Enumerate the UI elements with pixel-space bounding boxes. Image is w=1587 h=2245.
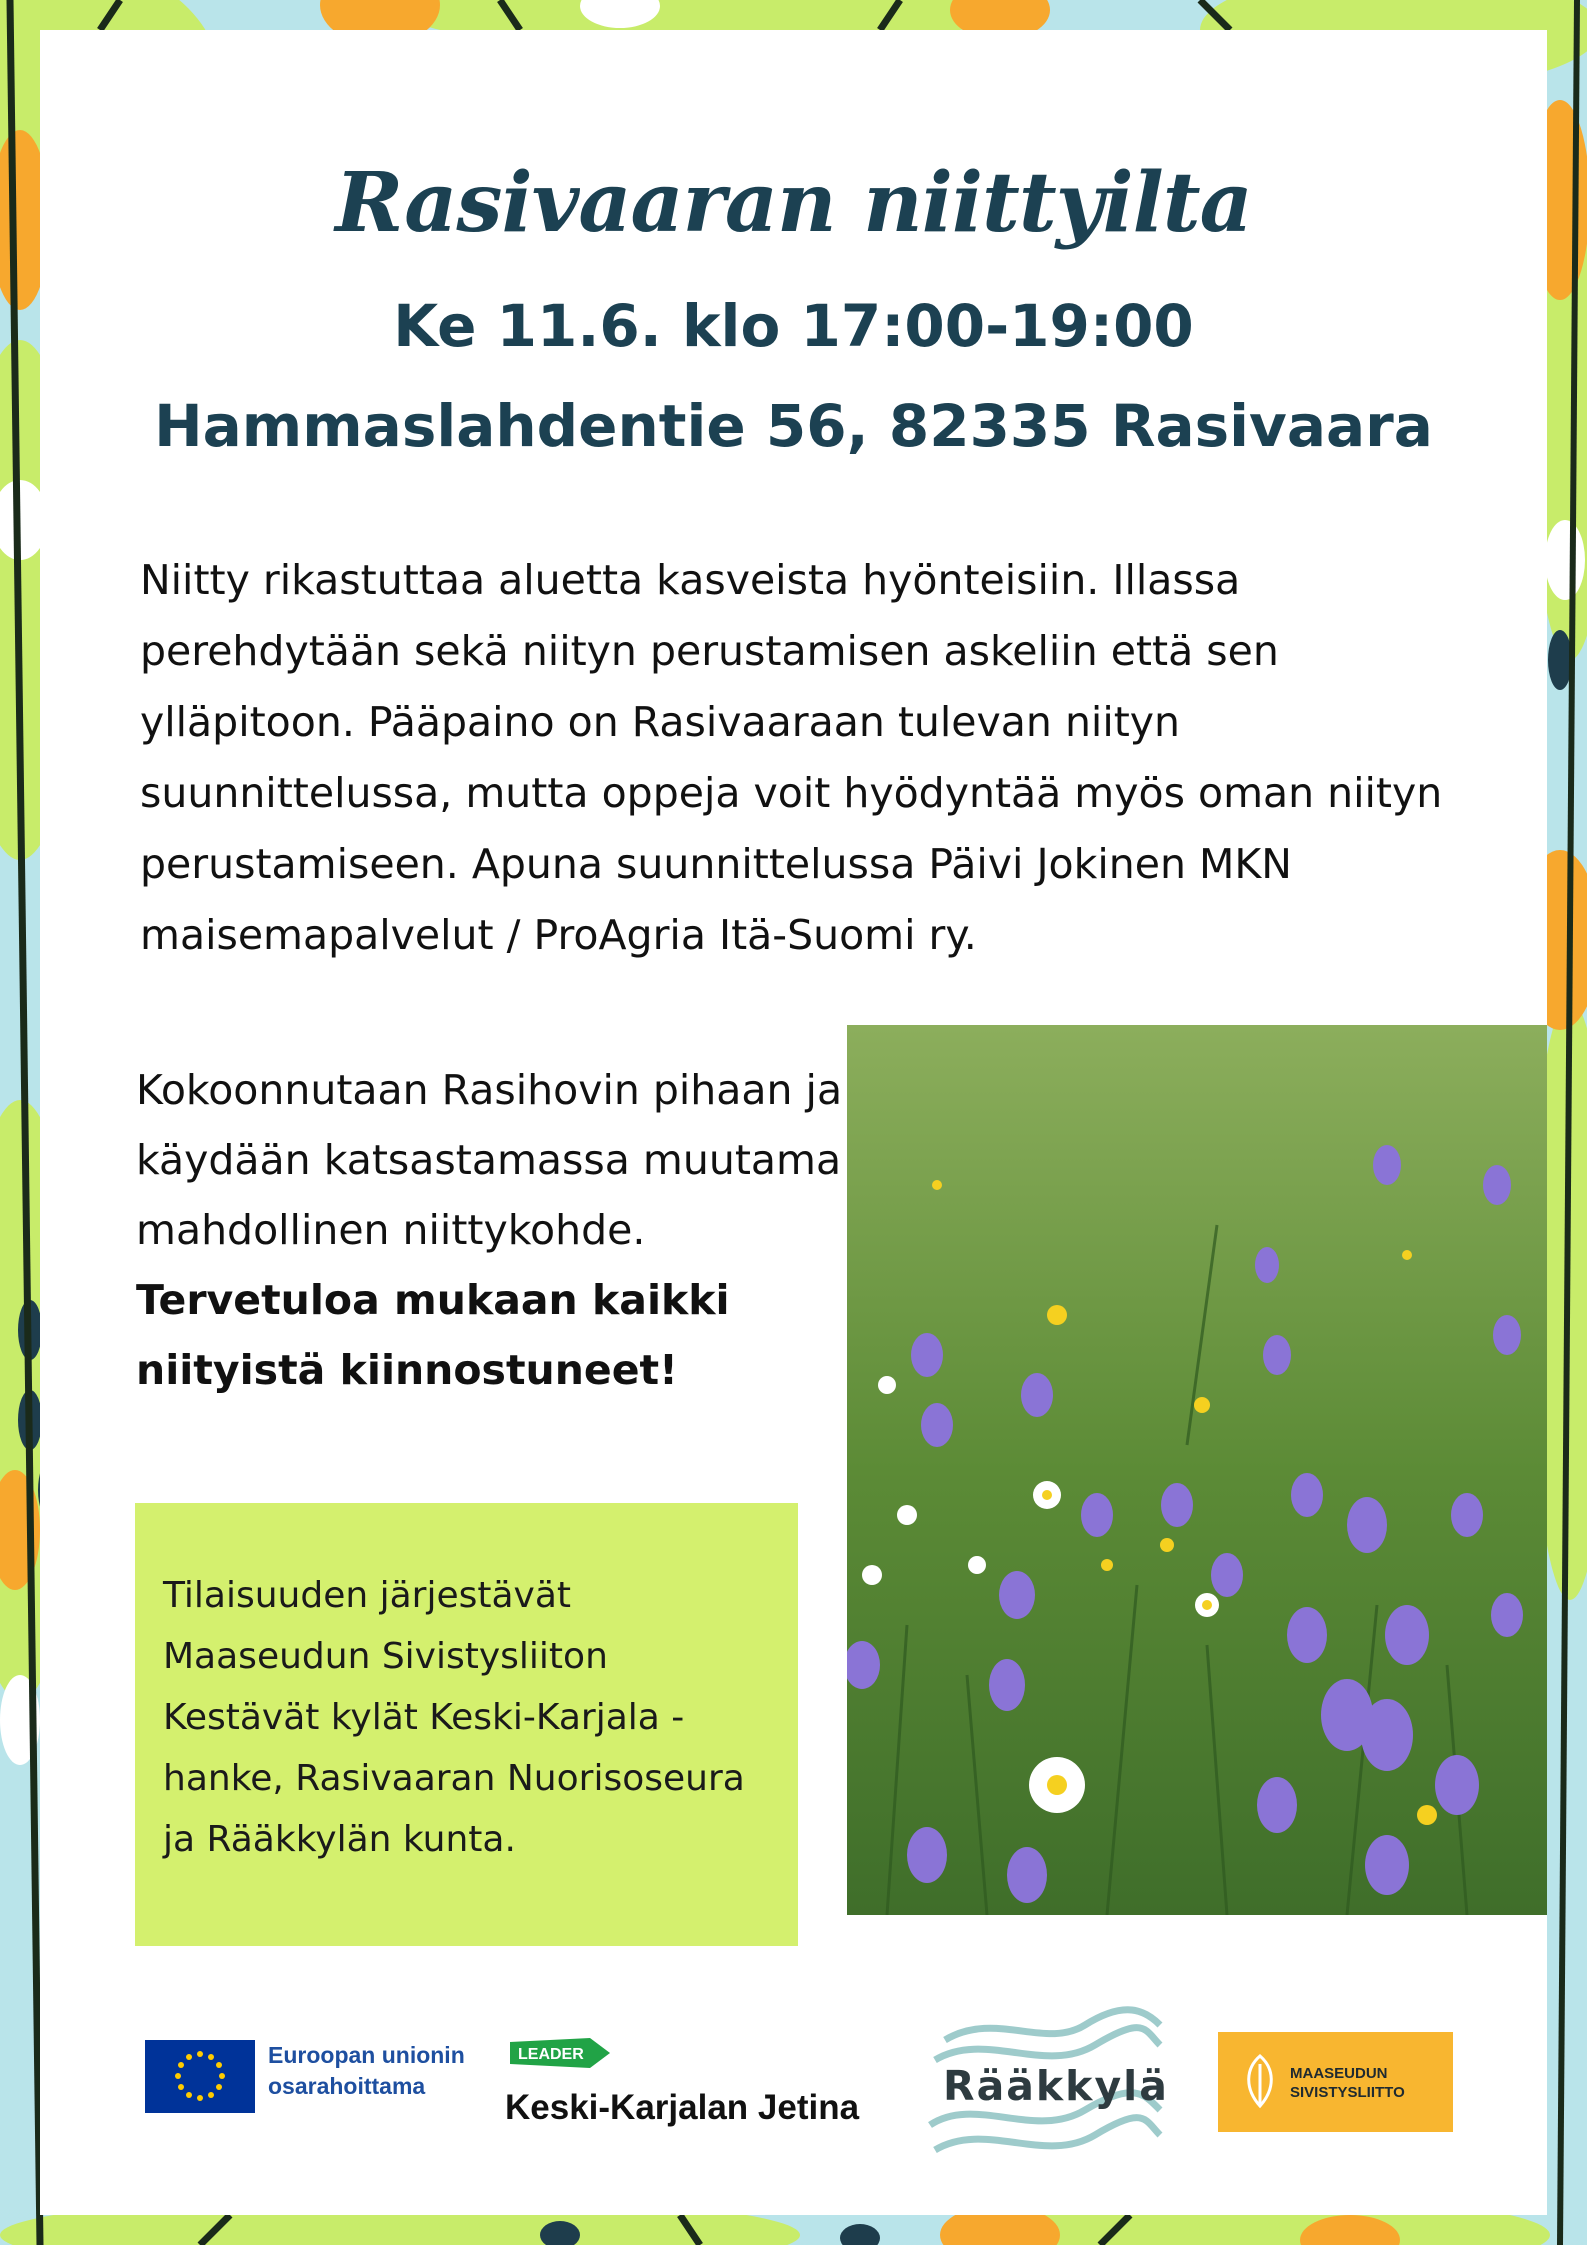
eu-flag-icon [145,2040,255,2113]
poster-card [40,30,1547,2215]
leaf-icon [1240,2054,1280,2110]
eu-line-2: osarahoittama [268,2073,426,2099]
eu-line-1: Euroopan unionin [268,2042,465,2068]
event-description: Niitty rikastuttaa aluetta kasveista hyönteisiin. Illassa perehdytään sekä niityn perustamisen askeliin että sen ylläpitoon. Pääpaino on Rasivaaraan tulevan niityn suunnittelussa, mutta oppeja voit hyödyntää myös oman niityn perustamiseen. Apuna suunnittelussa Päivi Jokinen MKN maisemapalvelut / ProAgria Itä-Suomi ry. [140,556,1443,959]
mss-label [1290,2064,1405,2102]
mss-line-2: SIVISTYSLIITTO [1290,2084,1405,2101]
leader-arrow-icon [510,2038,610,2068]
leader-label: LEADER [518,2046,584,2063]
gathering-info [136,1055,856,1405]
eu-funding-label [268,2040,465,2102]
event-datetime: Ke 11.6. klo 17:00-19:00 [393,292,1194,360]
gathering-text: Kokoonnutaan Rasihovin pihaan ja käydään katsastamassa muutama mahdollinen niittykohde. [136,1066,843,1254]
mss-line-1: MAASEUDUN [1290,2065,1388,2082]
jetina-label: Keski-Karjalan Jetina [505,2088,860,2127]
meadow-bellflowers-photo [847,1025,1547,1915]
organizers-text: Tilaisuuden järjestävät Maaseudun Sivistysliiton Kestävät kylät Keski-Karjala -hanke, Rasivaaran Nuorisoseura ja Rääkkylän kunta. [163,1575,745,1860]
welcome-text: Tervetuloa mukaan kaikki niityistä kiinnostuneet! [136,1276,730,1394]
maaseudun-sivistysliitto-logo [1218,2032,1453,2132]
sponsor-logos [40,2000,1547,2180]
event-title: Rasivaaran niittyilta [335,155,1252,251]
organizers-box [135,1503,798,1946]
event-address: Hammaslahdentie 56, 82335 Rasivaara [154,392,1433,460]
raakkyla-label: Rääkkylä [943,2062,1169,2110]
